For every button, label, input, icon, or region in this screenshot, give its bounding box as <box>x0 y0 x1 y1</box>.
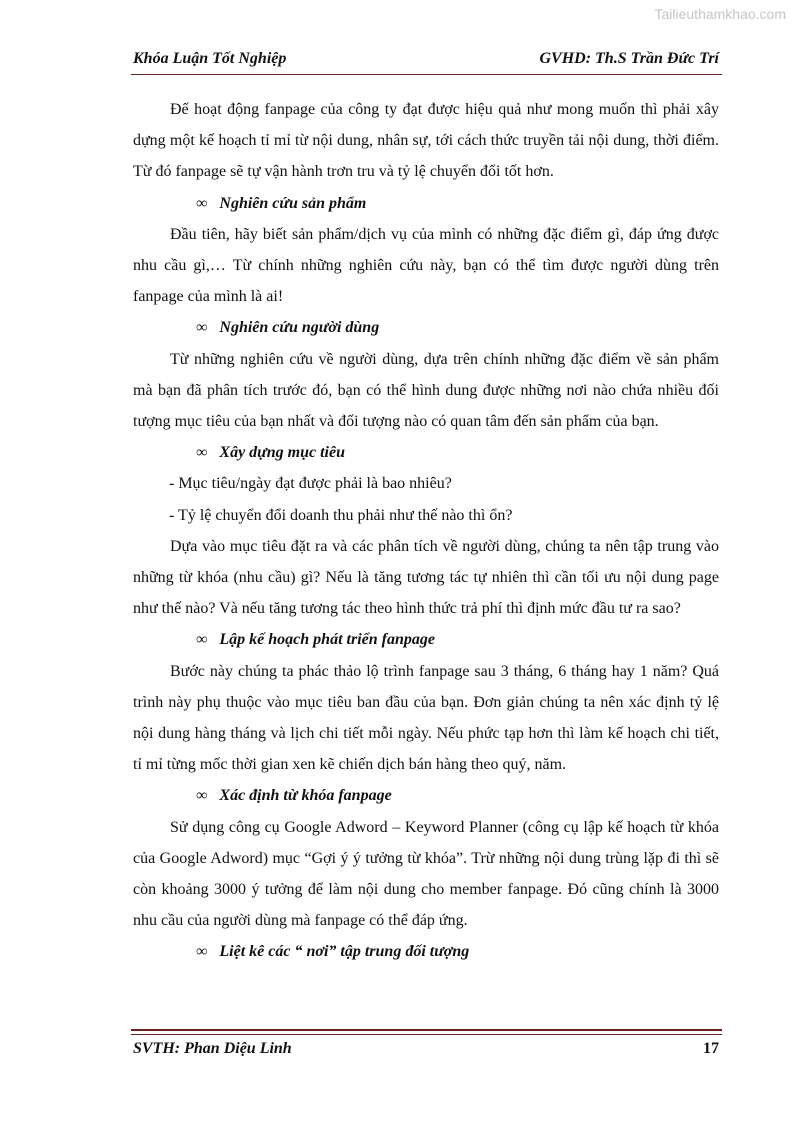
watermark: Tailieuthamkhao.com <box>654 6 786 22</box>
heading-text: Nghiên cứu sản phẩm <box>219 194 367 212</box>
dash-item-daily-goal: - Mục tiêu/ngày đạt được phải là bao nhiêu? <box>169 475 452 493</box>
heading-text: Nghiên cứu người dùng <box>219 319 380 337</box>
infinity-bullet-icon: ∞ <box>196 444 208 462</box>
infinity-bullet-icon: ∞ <box>196 631 208 649</box>
infinity-bullet-icon: ∞ <box>196 787 208 805</box>
infinity-bullet-icon: ∞ <box>196 943 208 961</box>
header-thesis-title: Khóa Luận Tốt Nghiệp <box>133 50 287 67</box>
heading-text: Xây dựng mục tiêu <box>219 444 345 462</box>
heading-goals <box>133 437 719 468</box>
header-divider <box>131 74 722 75</box>
infinity-bullet-icon: ∞ <box>196 319 208 337</box>
paragraph-user-research: Từ những nghiên cứu về người dùng, dựa trên chính những đặc điểm về sản phẩm mà bạn đã phân tích trước đó, bạn có thể hình dung được những nơi nào chứa nhiều đối tượng mục tiêu của bạn nhất và đối tượng nào có quan tâm đến sản phẩm của bạn. <box>133 350 719 431</box>
heading-text: Liệt kê các “ nơi” tập trung đối tượng <box>219 943 470 961</box>
heading-keywords <box>133 780 719 811</box>
header-advisor: GVHD: Th.S Trần Đức Trí <box>539 50 719 67</box>
paragraph-keywords: Sử dụng công cụ Google Adword – Keyword Planner (công cụ lập kế hoạch từ khóa của Google Adword) mục “Gợi ý ý tưởng từ khóa”. Trừ những nội dung trùng lặp đi thì sẽ còn khoảng 3000 ý tưởng để làm nội dung cho member fanpage. Đó cũng chính là 3000 nhu cầu của người dùng mà fanpage có thể đáp ứng. <box>133 818 719 930</box>
heading-text: Xác định từ khóa fanpage <box>219 787 392 805</box>
heading-development-plan <box>133 624 719 655</box>
paragraph-product-research: Đầu tiên, hãy biết sản phẩm/dịch vụ của mình có những đặc điểm gì, đáp ứng được nhu cầu gì,… Từ chính những nghiên cứu này, bạn có thể tìm được người dùng trên fanpage của mình là ai! <box>133 225 719 306</box>
footer-student-name: SVTH: Phan Diệu Linh <box>133 1040 292 1057</box>
page-number: 17 <box>703 1040 719 1057</box>
heading-product-research <box>133 188 719 219</box>
infinity-bullet-icon: ∞ <box>196 194 208 212</box>
paragraph-development-plan: Bước này chúng ta phác thảo lộ trình fanpage sau 3 tháng, 6 tháng hay 1 năm? Quá trình này phụ thuộc vào mục tiêu ban đầu của bạn. Đơn giản chúng ta nên xác định tỷ lệ nội dung hàng tháng và lịch chi tiết mỗi ngày. Nếu phức tạp hơn thì làm kế hoạch chi tiết, tỉ mỉ từng mốc thời gian xen kẽ chiến dịch bán hàng theo quý, năm. <box>133 662 719 774</box>
paragraph-intro: Để hoạt động fanpage của công ty đạt được hiệu quả như mong muốn thì phải xây dựng một kế hoạch tỉ mỉ từ nội dung, nhân sự, tới cách thức truyền tải nội dung, thời điểm. Từ đó fanpage sẽ tự vận hành trơn tru và tỷ lệ chuyển đổi tốt hơn. <box>133 101 719 181</box>
heading-user-research <box>133 312 719 343</box>
document-body <box>133 94 719 968</box>
footer-divider-thin <box>131 1034 722 1035</box>
heading-text: Lập kế hoạch phát triển fanpage <box>219 631 435 649</box>
page-header <box>133 50 719 72</box>
paragraph-goals: Dựa vào mục tiêu đặt ra và các phân tích về người dùng, chúng ta nên tập trung vào những từ khóa (nhu cầu) gì? Nếu là tăng tương tác tự nhiên thì cần tối ưu nội dung page như thế nào? Và nếu tăng tương tác theo hình thức trả phí thì định mức đầu tư ra sao? <box>133 537 719 618</box>
dash-item-conversion-rate: - Tỷ lệ chuyển đổi doanh thu phải như thế nào thì ổn? <box>169 506 513 524</box>
footer-divider-thick <box>131 1029 722 1031</box>
heading-audience-places <box>133 936 719 967</box>
